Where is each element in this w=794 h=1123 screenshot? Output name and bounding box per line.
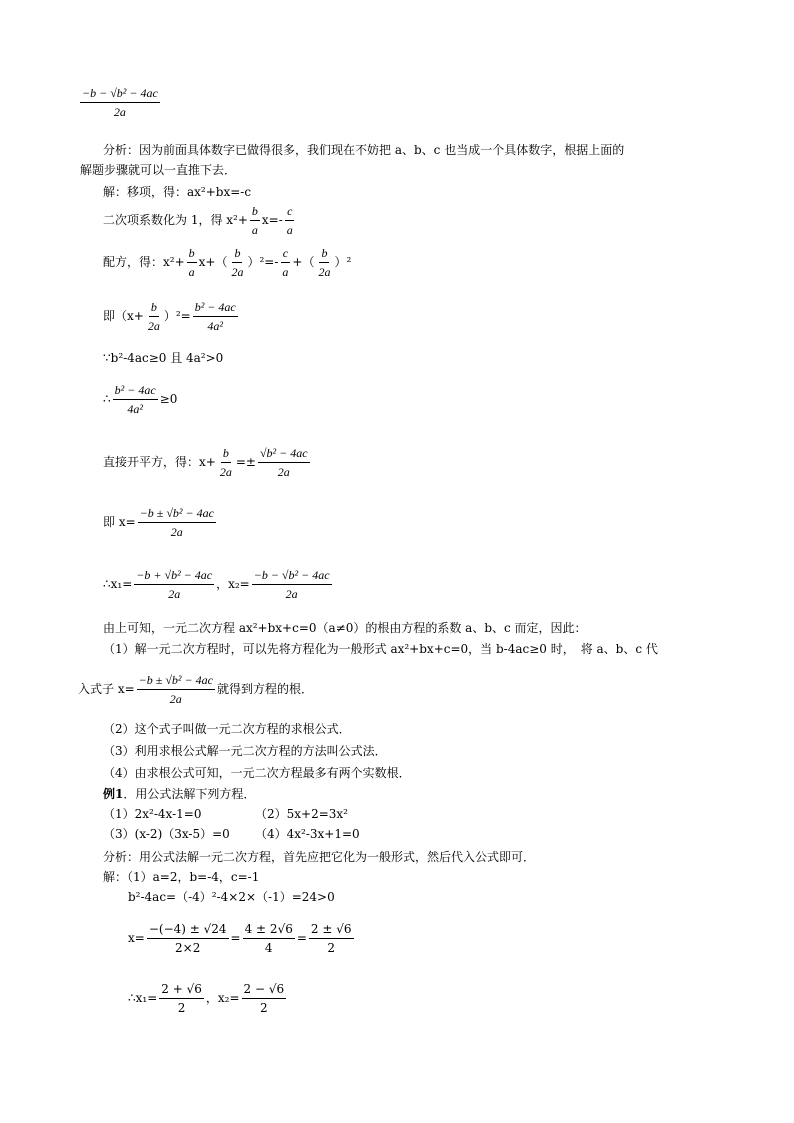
fraction: [193, 300, 238, 333]
text: ，x₂=: [205, 991, 240, 1005]
text: ．用公式法解下列方程．: [123, 787, 256, 801]
fraction: [134, 568, 214, 601]
fraction-denominator: a: [286, 223, 293, 237]
fraction-denominator: 2a: [277, 465, 290, 479]
step-complete-square: [103, 246, 351, 279]
text: ）²: [334, 255, 352, 269]
fraction-numerator: b: [221, 446, 231, 463]
analysis-line-2: 解题步骤就可以一直推下去．: [80, 163, 237, 177]
fraction-numerator: b: [250, 204, 260, 221]
step-x12: [103, 568, 334, 601]
fraction-denominator: 2: [327, 941, 336, 955]
text: x=: [128, 931, 145, 945]
fraction: [137, 673, 215, 706]
fraction: [229, 246, 245, 279]
fraction-denominator: a: [188, 265, 195, 279]
fraction-numerator: −b − √b² − 4ac: [252, 568, 332, 585]
example-exercise-2: （2）5x+2=3x²: [255, 807, 348, 821]
because-line: ∵b²-4ac≥0 且 4a²>0: [103, 351, 224, 365]
text: 入式子 x=: [78, 682, 135, 696]
conclusion-p1-line1: （1）解一元二次方程时，可以先将方程化为一般形式 ax²+bx+c=0，当 b-4ac≥0 时， 将 a、b、c 代: [103, 642, 658, 656]
fraction-denominator: 2a: [168, 587, 181, 601]
fraction: [242, 982, 287, 1015]
conclusion-p4: （4）由求根公式可知，一元二次方程最多有两个实数根．: [103, 766, 411, 780]
text: ≥0: [159, 392, 178, 406]
text: 即 x=: [103, 515, 136, 529]
text: ∴x₁=: [103, 577, 133, 591]
fraction-numerator: b² − 4ac: [193, 300, 238, 317]
fraction-numerator: c: [281, 246, 290, 263]
fraction: [316, 246, 332, 279]
fraction-denominator: 2a: [147, 319, 160, 333]
fraction-numerator: b: [187, 246, 197, 263]
fraction-denominator: 4: [264, 941, 273, 955]
example-title: [103, 786, 255, 802]
fraction-numerator: √b² − 4ac: [258, 446, 310, 463]
fraction-numerator: b: [232, 246, 242, 263]
fraction-denominator: 2a: [219, 465, 232, 479]
text: ，x₂=: [216, 577, 250, 591]
fraction: [113, 383, 158, 416]
fraction: [243, 922, 295, 955]
fraction: [147, 922, 229, 955]
fraction-numerator: 2 − √6: [242, 982, 287, 999]
example-discriminant: b²-4ac=（-4）²-4×2×（-1）=24>0: [128, 890, 335, 904]
fraction: [280, 246, 290, 279]
text: x=-: [261, 213, 283, 227]
example-x-formula: [128, 922, 356, 955]
fraction: [252, 568, 332, 601]
text: ∴x₁=: [128, 991, 158, 1005]
fraction-denominator: 2a: [113, 105, 126, 119]
fraction-denominator: 2a: [318, 265, 331, 279]
conclusion-p3: （3）利用求根公式解一元二次方程的方法叫公式法．: [103, 744, 387, 758]
text: 配方，得：x²+: [103, 255, 185, 269]
analysis-line-1: 分析：因为前面具体数字已做得很多，我们现在不妨把 a、b、c 也当成一个具体数字，根据上面的: [103, 143, 625, 157]
text: 就得到方程的根．: [216, 682, 313, 696]
fraction-numerator: c: [285, 204, 294, 221]
fraction: [80, 86, 160, 119]
example-solution-1: 解：（1）a=2，b=-4，c=-1: [103, 870, 260, 884]
fraction: [138, 506, 216, 539]
fraction: [285, 204, 295, 237]
fraction: [187, 246, 197, 279]
step-coefficient: [103, 204, 297, 237]
conclusion-intro: 由上可知，一元二次方程 ax²+bx+c=0（a≠0）的根由方程的系数 a、b、c 而定，因此：: [103, 621, 587, 635]
fraction-denominator: 2: [260, 1001, 268, 1015]
fraction-numerator: 2 + √6: [159, 982, 204, 999]
text: ）²=-: [247, 255, 279, 269]
fraction-denominator: 2a: [170, 525, 183, 539]
conclusion-p1-line2: [78, 673, 313, 706]
example-roots: [128, 982, 288, 1015]
fraction-numerator: −b − √b² − 4ac: [80, 86, 160, 103]
fraction: [218, 446, 234, 479]
formula-top: [78, 86, 162, 119]
fraction-numerator: −b ± √b² − 4ac: [138, 506, 216, 523]
fraction-denominator: 4a²: [127, 402, 143, 416]
step-ie: [103, 300, 240, 333]
fraction: [250, 204, 260, 237]
fraction-numerator: 4 ± 2√6: [243, 922, 295, 939]
fraction: [159, 982, 204, 1015]
fraction-denominator: 2a: [231, 265, 244, 279]
text: =±: [235, 455, 256, 469]
therefore-nonneg: [103, 383, 177, 416]
fraction: [258, 446, 310, 479]
fraction-numerator: b² − 4ac: [113, 383, 158, 400]
step-x: [103, 506, 218, 539]
fraction-denominator: 2a: [285, 587, 298, 601]
fraction-denominator: 2×2: [175, 941, 201, 955]
fraction-numerator: b: [149, 300, 159, 317]
example-exercise-1: （1）2x²-4x-1=0: [103, 807, 202, 821]
text: ）²=: [163, 309, 191, 323]
text: ∴: [103, 392, 111, 406]
example-analysis: 分析：用公式法解一元二次方程，首先应把它化为一般形式，然后代入公式即可．: [103, 850, 536, 864]
text: 二次项系数化为 1，得 x²+: [103, 213, 248, 227]
fraction: [146, 300, 162, 333]
fraction-numerator: −b + √b² − 4ac: [134, 568, 214, 585]
fraction-numerator: −b ± √b² − 4ac: [137, 673, 215, 690]
conclusion-p2: （2）这个式子叫做一元二次方程的求根公式．: [103, 722, 351, 736]
step-sqrt: [103, 446, 312, 479]
fraction-numerator: b: [319, 246, 329, 263]
text: x+（: [198, 255, 228, 269]
text: =: [230, 931, 241, 945]
fraction-denominator: 2: [177, 1001, 186, 1015]
fraction-denominator: a: [282, 265, 289, 279]
text: 即（x+: [103, 309, 144, 323]
text: 直接开平方，得：x+: [103, 455, 216, 469]
text: =: [296, 931, 307, 945]
example-exercise-3: （3）(x-2)（3x-5）=0: [103, 827, 230, 841]
step-move: 解：移项，得：ax²+bx=-c: [103, 185, 252, 199]
example-label: 例1: [103, 787, 124, 801]
fraction-denominator: 4a²: [207, 319, 224, 333]
fraction-denominator: a: [251, 223, 258, 237]
text: +（: [292, 255, 315, 269]
fraction: [309, 922, 354, 955]
fraction-numerator: −(−4) ± √24: [147, 922, 229, 939]
example-exercise-4: （4）4x²-3x+1=0: [255, 827, 360, 841]
fraction-denominator: 2a: [169, 692, 182, 706]
fraction-numerator: 2 ± √6: [309, 922, 354, 939]
